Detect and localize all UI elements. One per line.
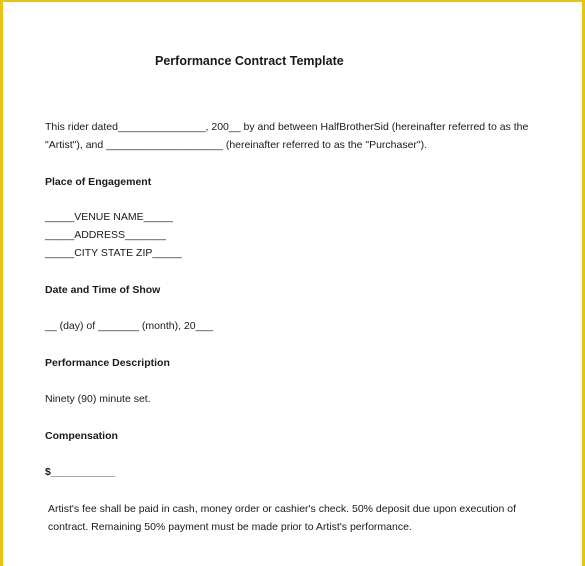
document-page (45, 2, 555, 566)
address-line: _____ADDRESS_______ (45, 229, 166, 241)
document-title: Performance Contract Template (155, 54, 344, 68)
fee-paragraph (48, 500, 516, 536)
intro-line-2: "Artist"), and ____________________ (hereinafter referred to as the "Purchaser"). (45, 139, 428, 151)
city-state-zip-line: _____CITY STATE ZIP_____ (45, 247, 182, 259)
venue-name-line: _____VENUE NAME_____ (45, 211, 173, 223)
intro-line-1: This rider dated_______________, 200__ by and between HalfBrotherSid (hereinafter referred to as the (45, 121, 529, 133)
compensation-heading: Compensation (45, 430, 118, 442)
fee-line-1: Artist's fee shall be paid in cash, money order or cashier's check. 50% deposit due upon execution of (48, 503, 517, 515)
performance-description-heading: Performance Description (45, 357, 170, 369)
intro-paragraph (45, 118, 528, 154)
place-of-engagement-heading: Place of Engagement (45, 176, 152, 188)
fee-line-2: contract. Remaining 50% payment must be made prior to Artist's performance. (48, 521, 412, 533)
performance-description-text: Ninety (90) minute set. (45, 393, 151, 405)
date-line: __ (day) of _______ (month), 20___ (45, 320, 214, 332)
compensation-amount-line: $___________ (45, 466, 116, 478)
date-time-heading: Date and Time of Show (45, 284, 161, 296)
